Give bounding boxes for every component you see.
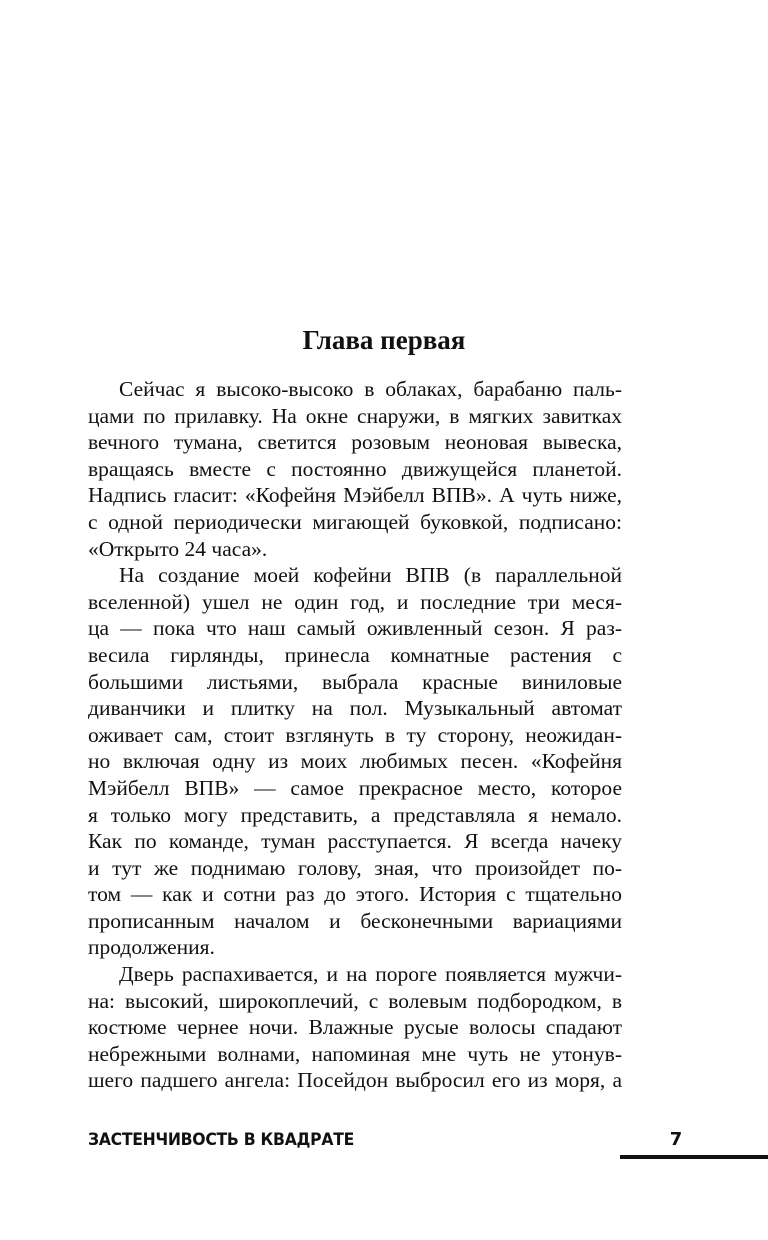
- text-line: «Открыто 24 часа».: [88, 536, 268, 561]
- paragraph-1: [88, 376, 622, 562]
- text-line: на: высокий, широкоплечий, с волевым подбородком, в: [88, 988, 622, 1013]
- text-line: шего падшего ангела: Посейдон выбросил его из моря, а: [88, 1068, 622, 1093]
- text-line: костюме чернее ночи. Влажные русые волосы спадают: [88, 1015, 622, 1040]
- text-line: вечного тумана, светится розовым неоновая вывеска,: [88, 430, 622, 455]
- text-line: вращаясь вместе с постоянно движущейся планетой.: [88, 456, 622, 481]
- text-line: продолжения.: [88, 935, 215, 960]
- text-line: прописанным началом и бесконечными вариациями: [88, 908, 622, 933]
- text-line: ца — пока что наш самый оживленный сезон. Я раз-: [88, 616, 622, 641]
- text-line: вселенной) ушел не один год, и последние три меся-: [88, 589, 622, 614]
- text-line: Дверь распахивается, и на пороге появляется мужчи-: [119, 962, 622, 987]
- text-line: но включая одну из моих любимых песен. «Кофейня: [88, 749, 622, 774]
- body-text: [88, 376, 622, 1094]
- text-line: весила гирлянды, принесла комнатные растения с: [88, 642, 622, 667]
- text-line: большими листьями, выбрала красные виниловые: [88, 669, 622, 694]
- text-line: Надпись гласит: «Кофейня Мэйбелл ВПВ». А чуть ниже,: [88, 483, 622, 508]
- paragraph-3: [88, 961, 622, 1094]
- chapter-title: Глава первая: [302, 325, 466, 355]
- text-line: том — как и сотни раз до этого. История с тщательно: [88, 882, 622, 907]
- text-line: Мэйбелл ВПВ» — самое прекрасное место, которое: [88, 775, 622, 800]
- text-line: диванчики и плитку на пол. Музыкальный автомат: [88, 696, 622, 721]
- text-line: На создание моей кофейни ВПВ (в параллельной: [119, 563, 622, 588]
- text-line: и тут же поднимаю голову, зная, что произойдет по-: [88, 855, 622, 880]
- text-line: Как по команде, туман расступается. Я всегда начеку: [88, 829, 622, 854]
- page-number: 7: [669, 1129, 683, 1150]
- text-line: с одной периодически мигающей буковкой, подписано:: [88, 509, 622, 534]
- text-line: оживает сам, стоит взглянуть в ту сторону, неожидан-: [88, 722, 622, 747]
- footer-rule: [620, 1155, 768, 1159]
- text-line: цами по прилавку. На окне снаружи, в мягких завитках: [88, 403, 622, 428]
- text-line: небрежными волнами, напоминая мне чуть не утонув-: [88, 1041, 622, 1066]
- text-line: Сейчас я высоко-высоко в облаках, барабаню паль-: [119, 377, 622, 401]
- running-footer-title: ЗАСТЕНЧИВОСТЬ В КВАДРАТЕ: [88, 1130, 354, 1150]
- paragraph-2: [88, 562, 622, 961]
- text-line: я только могу представить, а представляла я немало.: [88, 802, 622, 827]
